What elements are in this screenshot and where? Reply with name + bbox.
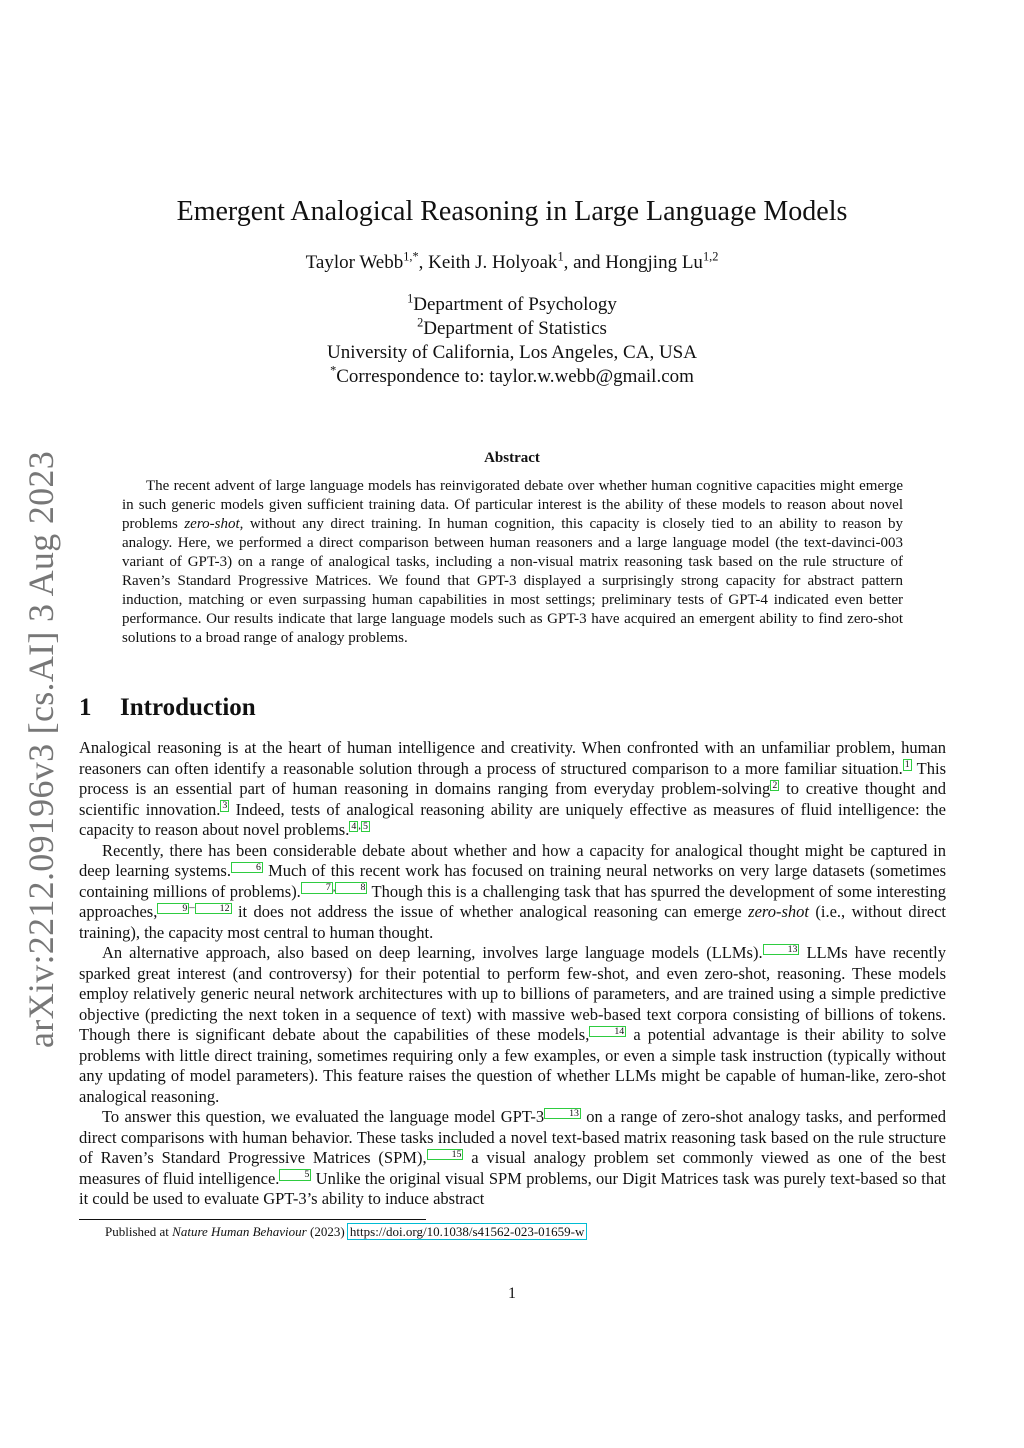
page-number: 1	[508, 1285, 516, 1302]
citation-separator: ,	[358, 819, 361, 832]
paragraph-text: Indeed, tests of analogical reasoning ability are uniquely effective as measures of fluid intelligence: the capacity to reason about novel problems.	[79, 799, 946, 839]
affiliation-line	[0, 341, 1024, 365]
paragraph-text: Much of this recent work has focused on training neural networks on very large datasets (sometimes containing millions of problems).	[79, 861, 946, 901]
citation-link[interactable]: 2	[772, 779, 778, 791]
affiliations	[0, 293, 1024, 389]
citation-link[interactable]: 12	[196, 904, 231, 914]
citation-link[interactable]: 9	[158, 904, 188, 914]
author-affiliation-marker: 1,*	[403, 249, 419, 264]
paragraph-text: on a range of zero-shot analogy tasks, and performed direct comparisons with human behavior. These tasks included a novel text-based matrix reasoning task based on the rule structure of Raven’s Standard Progressive Matrices (SPM),	[79, 1107, 946, 1167]
paragraph-text: LLMs have recently sparked great interest (and controversy) for their potential to perform few-shot, and even zero-shot, reasoning. These models employ relatively generic neural network architectures with up to billions of parameters, and are trained using a simple predictive objective (predicting the next token in a sequence of text) with massive web-based text corpora consisting of billions of tokens. Though there is significant debate about the capabilities of these models,	[79, 943, 946, 1044]
citation-link[interactable]: 13	[764, 945, 799, 955]
author-name: Taylor Webb	[305, 252, 404, 273]
paper-title: Emergent Analogical Reasoning in Large Language Models	[176, 196, 848, 227]
author-affiliation-marker: 1,2	[702, 249, 719, 264]
paragraph-text: Recently, there has been considerable debate about whether and how a capacity for analogical thought might be captured in deep learning systems.	[79, 840, 946, 880]
paragraph-text: This process is an essential part of human reasoning in domains ranging from everyday problem-solving	[79, 758, 946, 798]
citation-separator: ,	[332, 881, 336, 893]
paragraph	[79, 841, 946, 944]
paragraph-text: (i.e., without direct training), the capacity most central to human thought.	[79, 902, 946, 942]
section-title: Introduction	[120, 694, 256, 721]
abstract-text: , without any direct training. In human cognition, this capacity is closely tied to an ability to reason by analogy. Here, we performed a direct comparison between human reasoners and a large language model (the text-davinci-003 variant of GPT-3) on a range of analogical tasks, including a non-visual matrix reasoning task based on the rule structure of Raven’s Standard Progressive Matrices. We found that GPT-3 displayed a surprisingly strong capacity for abstract pattern induction, matching or even surpassing human capabilities in most settings; preliminary tests of GPT-4 indicated even better performance. Our results indicate that large language models such as GPT-3 have acquired an emergent ability to find zero-shot solutions to a broad range of analogy problems.	[122, 516, 903, 646]
paragraph	[79, 943, 946, 1107]
citation-separator: –	[189, 901, 195, 914]
affiliation-text: University of California, Los Angeles, CA, USA	[327, 342, 697, 363]
paragraph-text: Though this is a challenging task that has spurred the development of some interesting approaches,	[79, 881, 946, 921]
citation-link[interactable]: 8	[336, 883, 366, 893]
affiliation-text: Department of Psychology	[413, 294, 617, 315]
section-number: 1	[79, 694, 92, 721]
section-heading	[79, 694, 256, 722]
abstract-text: The recent advent of large language models has reinvigorated debate over whether human cognitive capacities might emerge in such generic models given sufficient training data. Of particular interest is the ability of these models to reason about novel problems	[122, 478, 903, 532]
paragraph	[79, 738, 946, 841]
citation-link[interactable]: 4	[351, 820, 357, 832]
author-separator: , and	[563, 252, 606, 273]
citation-link[interactable]: 7	[302, 883, 332, 893]
affiliation-marker: 1	[407, 291, 414, 306]
footnote-text: Published at	[105, 1224, 173, 1239]
correspondence-line	[0, 365, 1024, 389]
paragraph	[79, 1107, 946, 1210]
affiliation-marker: 2	[417, 315, 424, 330]
citation-link[interactable]: 14	[590, 1027, 625, 1037]
author-affiliation-marker: 1	[557, 249, 564, 264]
citation-link[interactable]: 13	[545, 1109, 580, 1119]
paragraph-text: Unlike the original visual SPM problems, our Digit Matrices task was purely text-based so that it could be used to evaluate GPT-3’s ability to induce abstract	[79, 1168, 947, 1208]
paragraph-text: a potential advantage is their ability to solve problems with little direct training, sometimes requiring only a few examples, or even a simple task instruction (typically without any updating of model parameters). This feature raises the question of whether LLMs might be capable of human-like, zero-shot analogical reasoning.	[79, 1025, 946, 1106]
citation-link[interactable]: 15	[428, 1150, 463, 1160]
author-name: Keith J. Holyoak	[428, 252, 558, 273]
footnote-divider	[79, 1219, 426, 1220]
abstract-body	[122, 477, 903, 648]
paragraph-text: Analogical reasoning is at the heart of human intelligence and creativity. When confronted with an unfamiliar problem, human reasoners can often identify a reasonable solution through a process of structured comparison to a more familiar situation.	[79, 738, 946, 778]
citation-link[interactable]: 5	[362, 820, 368, 832]
author-name: Hongjing Lu	[605, 252, 703, 273]
affiliation-line	[0, 317, 1024, 341]
citation-link[interactable]: 5	[280, 1170, 310, 1180]
affiliation-marker: *	[330, 363, 337, 378]
author-separator: ,	[418, 252, 429, 273]
introduction-body	[79, 738, 946, 1210]
citation-link[interactable]: 1	[904, 759, 910, 770]
paragraph-text: An alternative approach, also based on deep learning, involves large language models (LLMs).	[102, 943, 763, 962]
affiliation-line	[0, 293, 1024, 317]
paragraph-emphasis: zero-shot	[748, 902, 809, 921]
correspondence-text: Correspondence to: taylor.w.webb@gmail.com	[336, 366, 694, 387]
abstract-emphasis: zero-shot	[184, 516, 240, 532]
paragraph-text: a visual analogy problem set commonly viewed as one of the best measures of fluid intelligence.	[79, 1148, 946, 1188]
abstract-heading: Abstract	[484, 450, 540, 466]
doi-link[interactable]: https://doi.org/10.1038/s41562-023-01659-w	[349, 1224, 585, 1239]
paragraph-text: To answer this question, we evaluated the language model GPT-3	[102, 1107, 545, 1126]
paragraph-text: it does not address the issue of whether analogical reasoning can emerge	[231, 902, 749, 921]
citation-link[interactable]: 3	[222, 800, 228, 811]
arxiv-identifier: arXiv:2212.09196v3 [cs.AI] 3 Aug 2023	[21, 450, 61, 1048]
citation-link[interactable]: 6	[232, 863, 262, 873]
journal-name: Nature Human Behaviour	[172, 1224, 307, 1239]
author-list	[0, 249, 1024, 274]
footnote-text: (2023)	[306, 1224, 348, 1239]
publication-footnote	[105, 1224, 586, 1240]
affiliation-text: Department of Statistics	[423, 318, 607, 339]
paragraph-text: to creative thought and scientific innovation.	[79, 779, 946, 819]
